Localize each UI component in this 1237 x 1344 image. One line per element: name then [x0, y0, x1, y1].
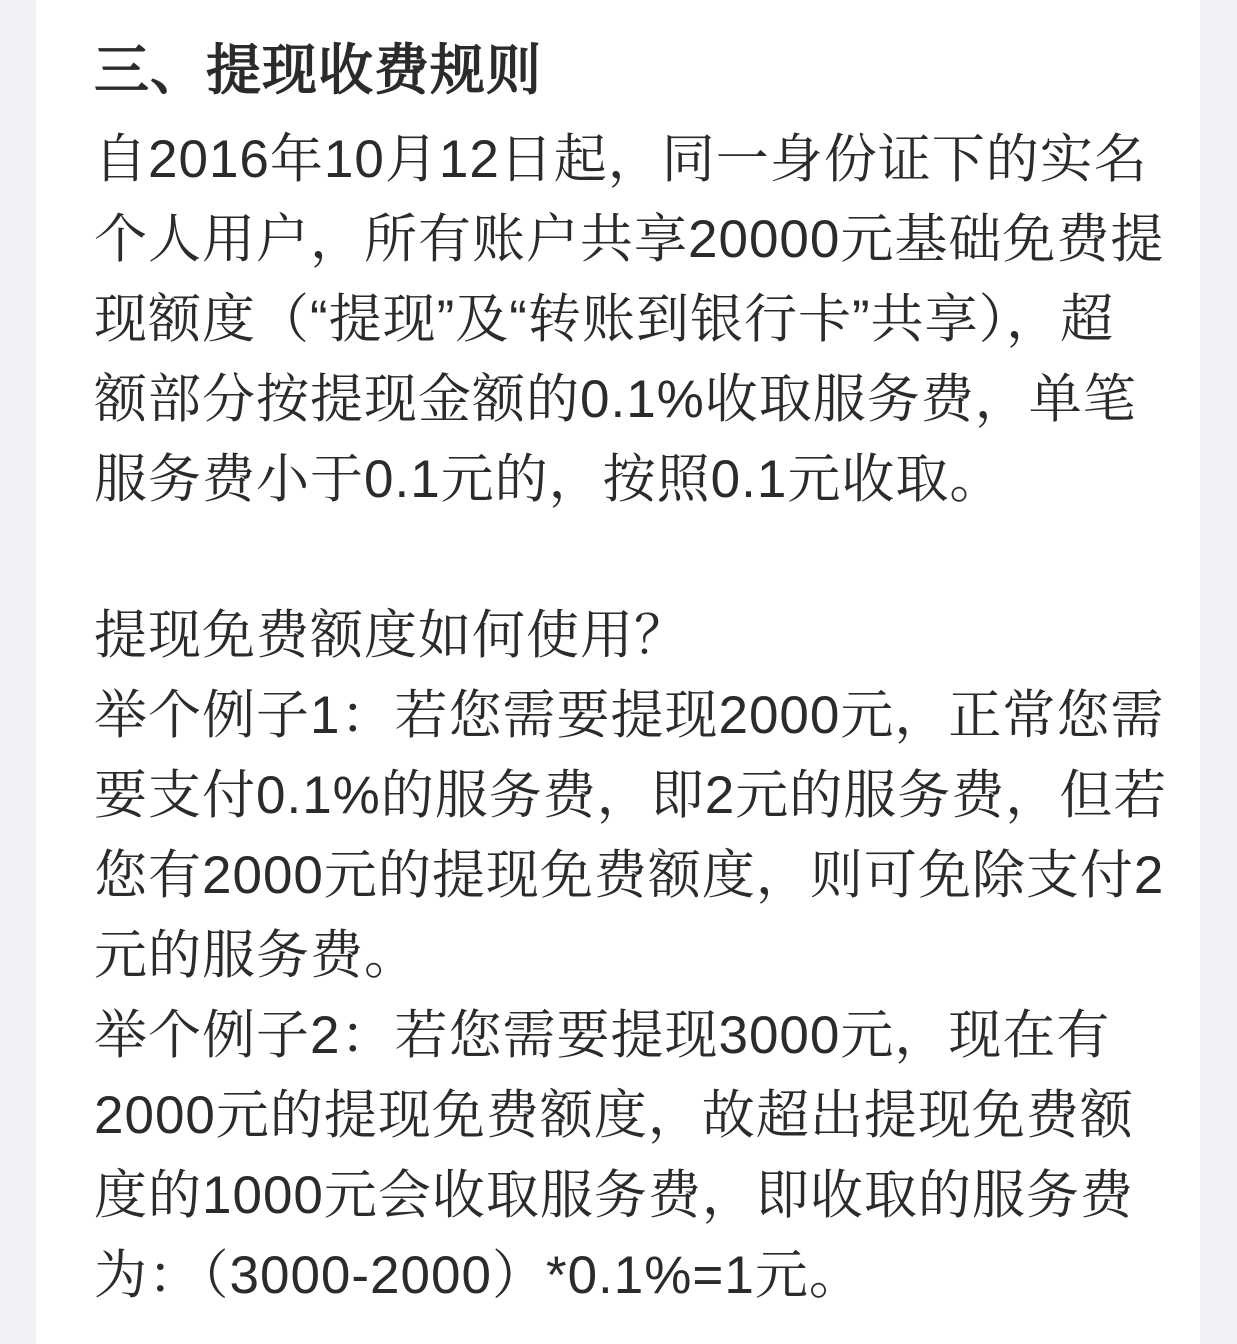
paragraph-line: 您有2000元的提现免费额度，则可免除支付2	[94, 846, 1165, 905]
paragraph-line: 举个例子1：若您需要提现2000元，正常您需	[94, 686, 1165, 745]
paragraph-line: 自2016年10月12日起，同一身份证下的实名	[94, 130, 1148, 189]
paragraph-line: 举个例子2：若您需要提现3000元，现在有	[94, 1006, 1111, 1065]
example2-paragraph	[94, 996, 1184, 1316]
example1-paragraph	[94, 676, 1184, 996]
paragraph-line: 服务费小于0.1元的，按照0.1元收取。	[94, 450, 1004, 509]
paragraph-line: 个人用户，所有账户共享20000元基础免费提	[94, 210, 1165, 269]
intro-paragraph	[94, 120, 1184, 520]
help-article	[36, 0, 1200, 1344]
paragraph-line: 元的服务费。	[94, 926, 418, 985]
paragraph-line: 为：（3000-2000）*0.1%=1元。	[94, 1246, 863, 1305]
paragraph-line: 要支付0.1%的服务费，即2元的服务费，但若	[94, 766, 1168, 825]
paragraph-line: 现额度（“提现”及“转账到银行卡”共享），超	[94, 290, 1115, 349]
question-line: 提现免费额度如何使用？	[94, 606, 688, 665]
paragraph-line: 2000元的提现免费额度，故超出提现免费额	[94, 1086, 1134, 1145]
paragraph-line: 额部分按提现金额的0.1%收取服务费，单笔	[94, 370, 1137, 429]
paragraph-line: 度的1000元会收取服务费，即收取的服务费	[94, 1166, 1134, 1225]
section-heading: 三、提现收费规则	[94, 39, 543, 101]
